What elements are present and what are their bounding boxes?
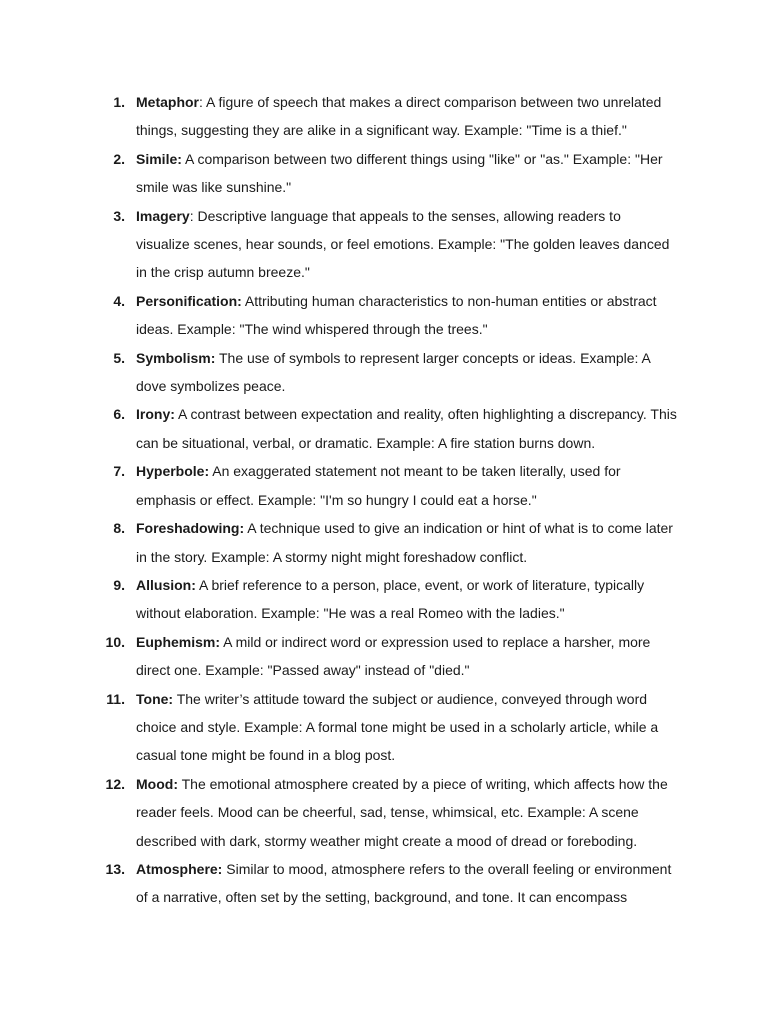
term-definition: Descriptive language that appeals to the senses, allowing readers to visualize scenes, hear sounds, or feel emotions. Example: "The golden leaves danced in the crisp autumn breeze." — [136, 207, 670, 281]
term-name: Metaphor — [136, 94, 199, 110]
term-name: Imagery — [136, 207, 190, 224]
list-item — [0, 514, 768, 571]
term-definition: Similar to mood, atmosphere refers to the overall feeling or environment of a narrative, often set by the setting, background, and tone. It can encompass — [136, 860, 672, 906]
list-item — [0, 344, 768, 401]
item-number: 1. — [113, 94, 125, 110]
term-name: Simile: — [136, 150, 182, 167]
term-definition: The writer’s attitude toward the subject or audience, conveyed through word choice and style. Example: A formal tone might be used in a scholarly article, while a casual tone might be found in a blog post. — [136, 690, 659, 764]
list-item — [0, 202, 768, 287]
term-name: Mood: — [136, 775, 178, 792]
list-item — [0, 287, 768, 344]
term-name: Personification: — [136, 292, 242, 309]
term-separator: : — [199, 94, 203, 110]
term-definition: A technique used to give an indication or hint of what is to come later in the story. Example: A stormy night might foreshadow conflict. — [136, 520, 673, 565]
item-number: 3. — [113, 207, 125, 224]
list-item — [0, 770, 768, 855]
list-item — [0, 855, 768, 912]
term-definition: An exaggerated statement not meant to be taken literally, used for emphasis or effect. Example: "I'm so hungry I could eat a horse." — [136, 463, 621, 508]
item-number: 4. — [113, 292, 125, 309]
term-separator: : — [189, 207, 194, 224]
term-name: Irony: — [136, 406, 175, 423]
item-number: 13. — [105, 860, 125, 877]
list-item — [0, 628, 768, 685]
literary-terms-list — [0, 88, 768, 912]
term-name: Symbolism: — [136, 349, 216, 366]
term-name: Allusion: — [136, 576, 196, 593]
term-name: Hyperbole: — [136, 463, 210, 480]
item-number: 7. — [113, 463, 125, 480]
list-item — [0, 145, 768, 202]
list-item — [0, 685, 768, 770]
term-definition: The emotional atmosphere created by a piece of writing, which affects how the reader feels. Mood can be cheerful, sad, tense, whimsical, etc. Example: A scene described with dark, stormy weather might create a mood of dread or foreboding. — [136, 775, 668, 849]
list-item — [0, 400, 768, 457]
term-definition: A mild or indirect word or expression used to replace a harsher, more direct one. Example: "Passed away" instead of "died." — [136, 633, 651, 679]
list-item — [0, 457, 768, 514]
term-name: Euphemism: — [136, 633, 221, 650]
term-name: Foreshadowing: — [136, 520, 245, 537]
list-item — [0, 571, 768, 628]
term-definition: Attributing human characteristics to non-human entities or abstract ideas. Example: "The wind whispered through the trees." — [136, 292, 657, 338]
term-definition: A comparison between two different things using "like" or "as." Example: "Her smile was like sunshine." — [136, 150, 663, 196]
item-number: 12. — [105, 775, 125, 792]
item-number: 5. — [113, 349, 125, 366]
item-number: 6. — [113, 406, 125, 423]
item-number: 11. — [106, 690, 125, 707]
term-definition: The use of symbols to represent larger concepts or ideas. Example: A dove symbolizes peace. — [136, 349, 651, 395]
item-number: 9. — [113, 576, 125, 593]
term-definition: A contrast between expectation and reality, often highlighting a discrepancy. This can be situational, verbal, or dramatic. Example: A fire station burns down. — [136, 406, 677, 451]
term-definition: A figure of speech that makes a direct comparison between two unrelated things, suggesting they are alike in a significant way. Example: "Time is a thief." — [136, 94, 662, 139]
item-number: 2. — [113, 150, 125, 167]
item-number: 10. — [105, 633, 125, 650]
item-number: 8. — [113, 520, 125, 537]
term-name: Tone: — [136, 690, 174, 707]
list-item — [0, 88, 768, 145]
term-name: Atmosphere: — [136, 860, 223, 877]
term-definition: A brief reference to a person, place, event, or work of literature, typically without elaboration. Example: "He was a real Romeo with the ladies." — [136, 576, 645, 622]
